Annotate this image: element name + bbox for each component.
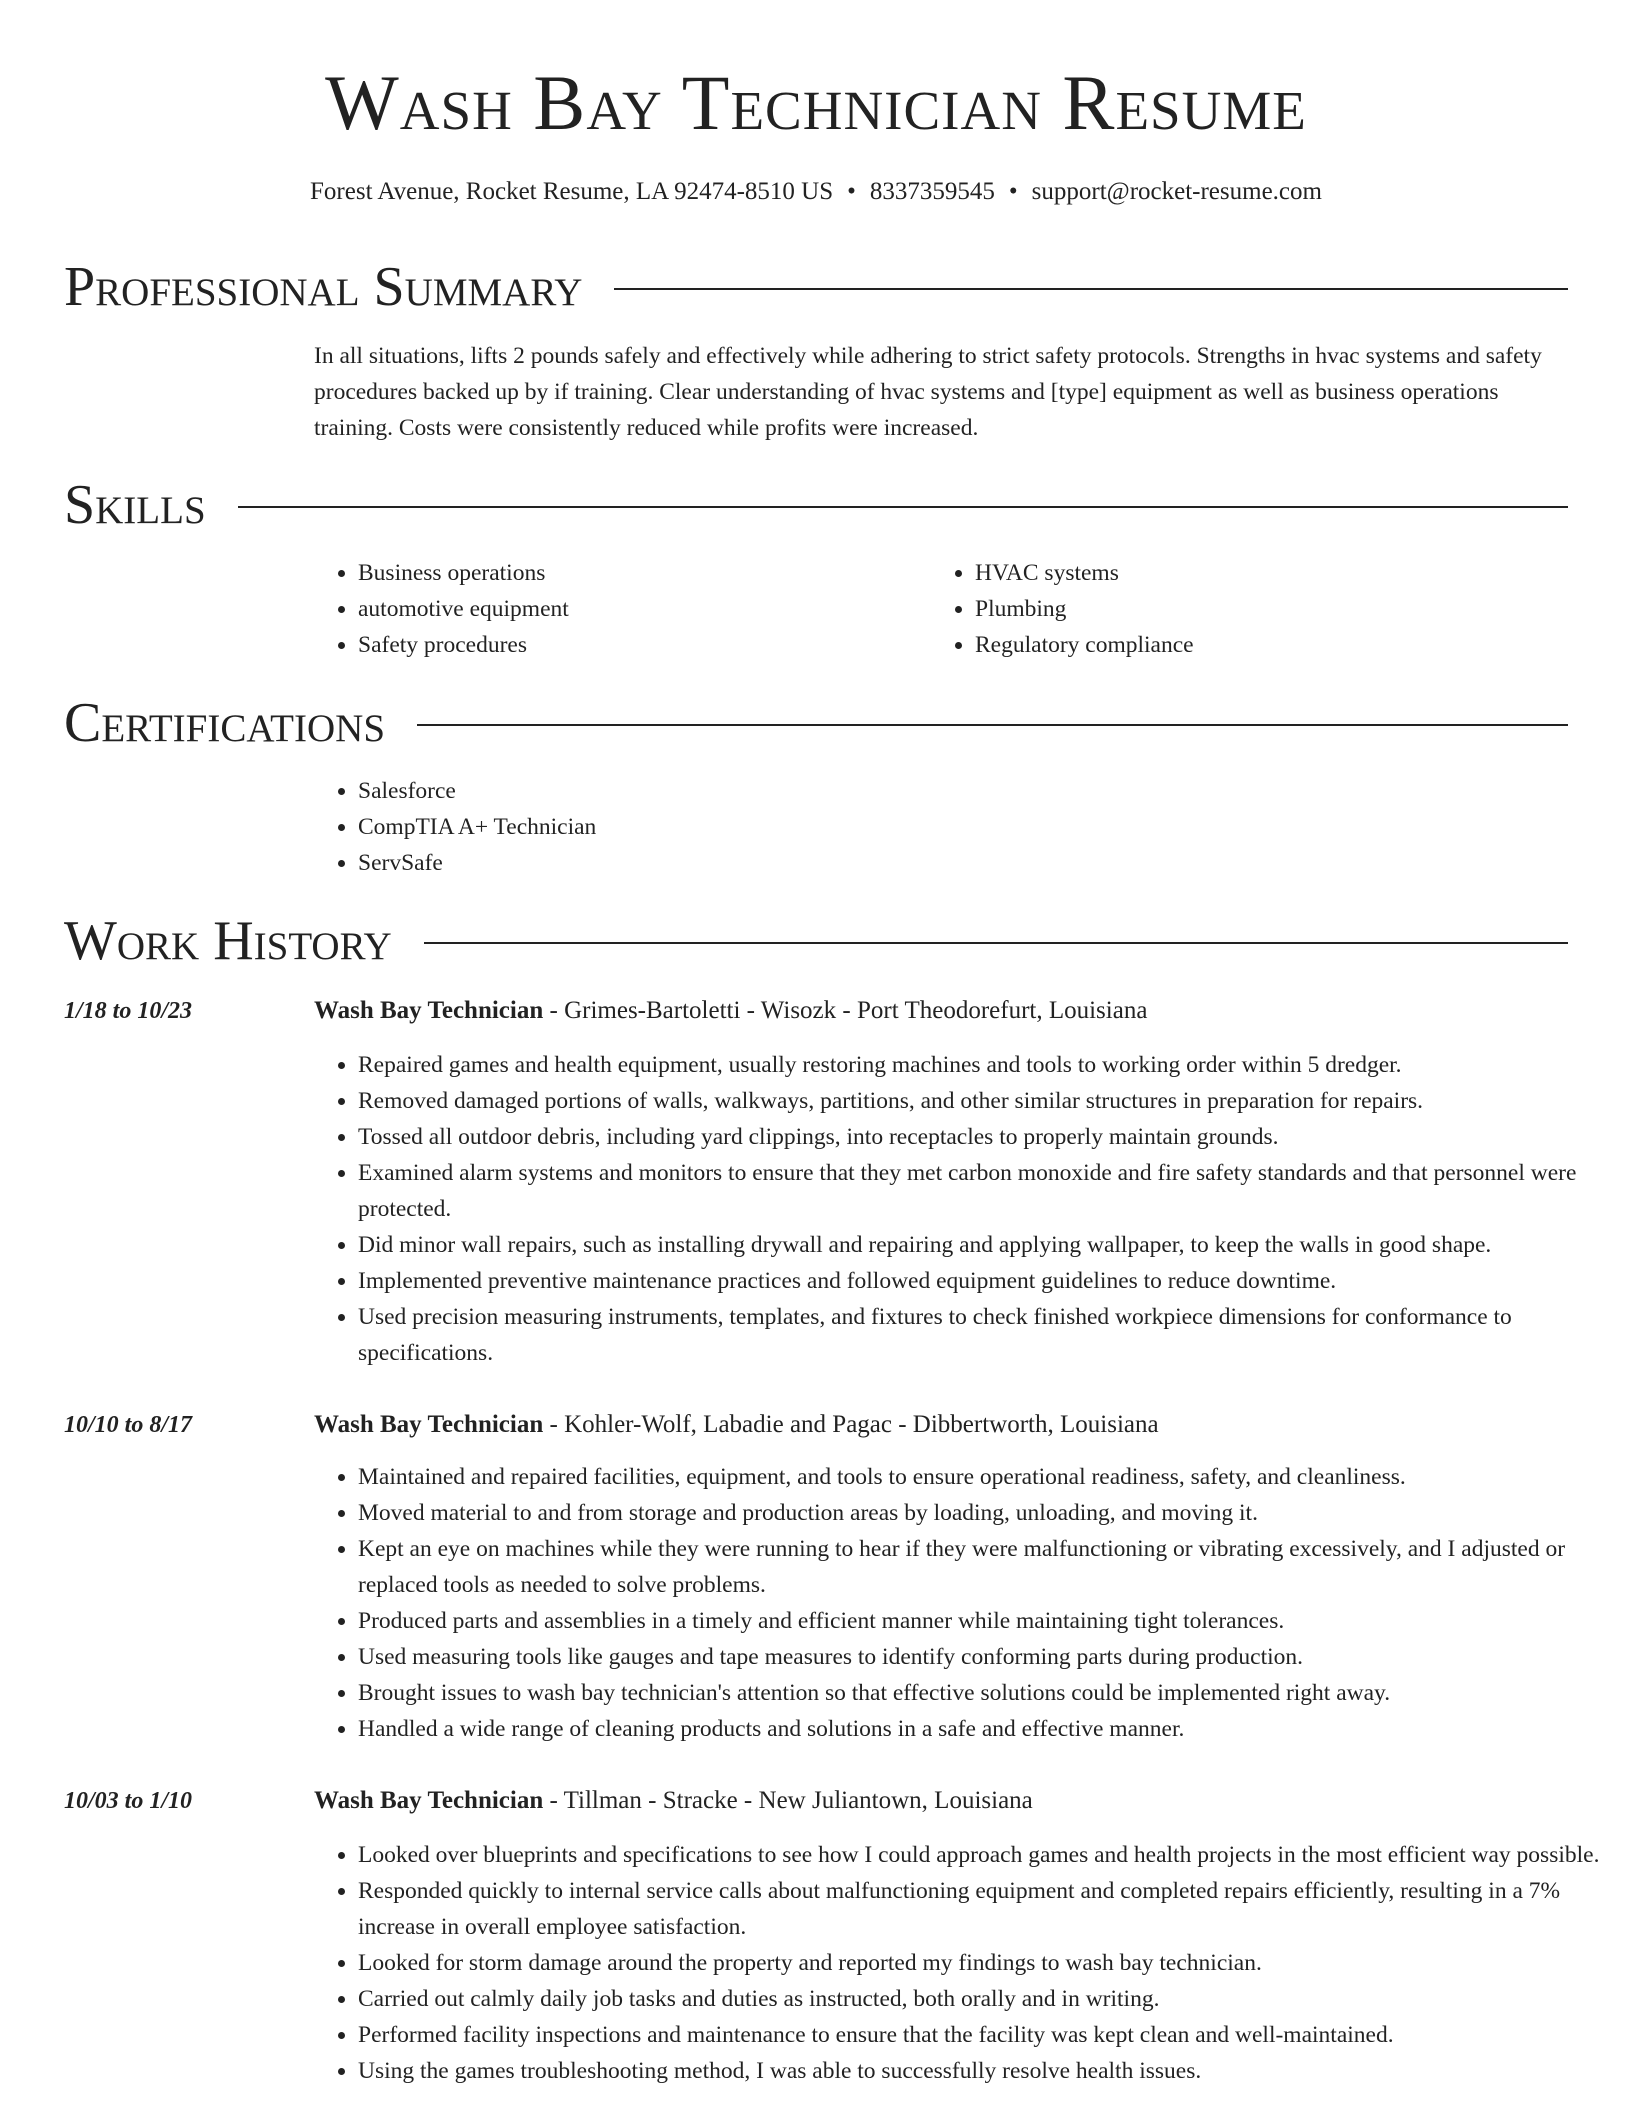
job-bullet: • Handled a wide range of cleaning products and solutions in a safe and effective manner. xyxy=(358,1711,1612,1747)
contact-separator: • xyxy=(1008,178,1018,205)
job-bullet: • Produced parts and assemblies in a timely and efficient manner while maintaining tight tolerances. xyxy=(358,1603,1612,1639)
summary-heading: Professional Summary xyxy=(64,256,583,318)
contact-address: Forest Avenue, Rocket Resume, LA 92474-8510 US xyxy=(310,178,834,205)
job-bullet: • Responded quickly to internal service calls about malfunctioning equipment and completed repairs efficiently, resulting in a 7% increase in overall employee satisfaction. xyxy=(358,1873,1612,1945)
job-bullet: • Looked for storm damage around the property and reported my findings to wash bay technician. xyxy=(358,1945,1612,1981)
section-divider xyxy=(238,506,1568,508)
job-bullet: • Using the games troubleshooting method, I was able to successfully resolve health issues. xyxy=(358,2053,1612,2089)
job-header xyxy=(314,1783,1033,1819)
job-bullet: • Tossed all outdoor debris, including yard clippings, into receptacles to properly maintain grounds. xyxy=(358,1119,1612,1155)
job-bullet: • Used precision measuring instruments, templates, and fixtures to check finished workpiece dimensions for conformance to specifications. xyxy=(358,1299,1612,1371)
job-header xyxy=(314,993,1147,1029)
job-bullet: • Examined alarm systems and monitors to ensure that they met carbon monoxide and fire safety standards and that personnel were protected. xyxy=(358,1155,1612,1227)
skills-section-header xyxy=(64,470,1568,540)
skill-item: • Safety procedures xyxy=(358,627,918,663)
job-bullet: • Carried out calmly daily job tasks and duties as instructed, both orally and in writing. xyxy=(358,1981,1612,2017)
certification-item: • CompTIA A+ Technician xyxy=(358,809,1612,845)
job-bullets xyxy=(314,1459,1612,1747)
contact-separator: • xyxy=(847,178,856,205)
job-bullet: • Removed damaged portions of walls, walkways, partitions, and other similar structures in preparation for repairs. xyxy=(358,1083,1612,1119)
job-title: Wash Bay Technician xyxy=(314,1787,544,1814)
job-bullet: • Kept an eye on machines while they were running to hear if they were malfunctioning or vibrating excessively, and I adjusted or replaced tools as needed to solve problems. xyxy=(358,1531,1612,1603)
job-bullet: • Brought issues to wash bay technician's attention so that effective solutions could be implemented right away. xyxy=(358,1675,1612,1711)
certifications-section-header xyxy=(64,688,1568,758)
job-employer: - Grimes-Bartoletti - Wisozk - Port Theodorefurt, Louisiana xyxy=(543,997,1148,1024)
job-bullets xyxy=(314,1047,1612,1371)
summary-text: In all situations, lifts 2 pounds safely and effectively while adhering to strict safety protocols. Strengths in hvac systems and safety procedures backed up by if training. Clear understanding of hvac systems and [type] equipment as well as business operations training. Costs were consistently reduced while profits were increased. xyxy=(314,343,1542,441)
job-bullets xyxy=(314,1837,1612,2089)
section-divider xyxy=(424,942,1568,944)
job-title: Wash Bay Technician xyxy=(314,1411,544,1438)
skill-item: • HVAC systems xyxy=(975,555,1535,591)
job-employer: - Tillman - Stracke - New Juliantown, Louisiana xyxy=(543,1787,1033,1814)
resume-title: Wash Bay Technician Resume xyxy=(325,59,1307,146)
certification-item: • ServSafe xyxy=(358,845,1612,881)
skill-item: • automotive equipment xyxy=(358,591,918,627)
section-divider xyxy=(417,724,1568,726)
contact-line xyxy=(0,175,1632,209)
skill-item: • Regulatory compliance xyxy=(975,627,1535,663)
job-bullet: • Used measuring tools like gauges and tape measures to identify conforming parts during production. xyxy=(358,1639,1612,1675)
job-dates: 10/03 to 1/10 xyxy=(64,1788,193,1814)
work-history-heading: Work History xyxy=(64,910,392,972)
job-bullet: • Repaired games and health equipment, usually restoring machines and tools to working order within 5 dredger. xyxy=(358,1047,1612,1083)
contact-email[interactable]: support@rocket-resume.com xyxy=(1031,178,1322,205)
job-employer: - Kohler-Wolf, Labadie and Pagac - Dibbertworth, Louisiana xyxy=(543,1411,1159,1438)
skill-item: • Plumbing xyxy=(975,591,1535,627)
section-divider xyxy=(614,288,1568,290)
certifications-list xyxy=(314,773,1612,881)
work-history-section-header xyxy=(64,906,1568,976)
contact-phone[interactable]: 8337359545 xyxy=(869,178,995,205)
skills-heading: Skills xyxy=(64,474,206,536)
job-bullet: • Moved material to and from storage and production areas by loading, unloading, and moving it. xyxy=(358,1495,1612,1531)
skills-list-right xyxy=(931,555,1535,663)
job-bullet: • Did minor wall repairs, such as installing drywall and repairing and applying wallpaper, to keep the walls in good shape. xyxy=(358,1227,1612,1263)
job-bullet: • Implemented preventive maintenance practices and followed equipment guidelines to reduce downtime. xyxy=(358,1263,1612,1299)
job-header xyxy=(314,1407,1159,1443)
job-dates: 1/18 to 10/23 xyxy=(64,998,193,1024)
skill-item: • Business operations xyxy=(358,555,918,591)
skills-list-left xyxy=(314,555,918,663)
certifications-heading: Certifications xyxy=(64,692,386,754)
job-bullet: • Maintained and repaired facilities, equipment, and tools to ensure operational readiness, safety, and cleanliness. xyxy=(358,1459,1612,1495)
job-bullet: • Looked over blueprints and specifications to see how I could approach games and health projects in the most efficient way possible. xyxy=(358,1837,1612,1873)
certification-item: • Salesforce xyxy=(358,773,1612,809)
summary-section-header xyxy=(64,252,1568,322)
job-bullet: • Performed facility inspections and maintenance to ensure that the facility was kept clean and well-maintained. xyxy=(358,2017,1612,2053)
job-title: Wash Bay Technician xyxy=(314,997,544,1024)
job-dates: 10/10 to 8/17 xyxy=(64,1412,193,1438)
